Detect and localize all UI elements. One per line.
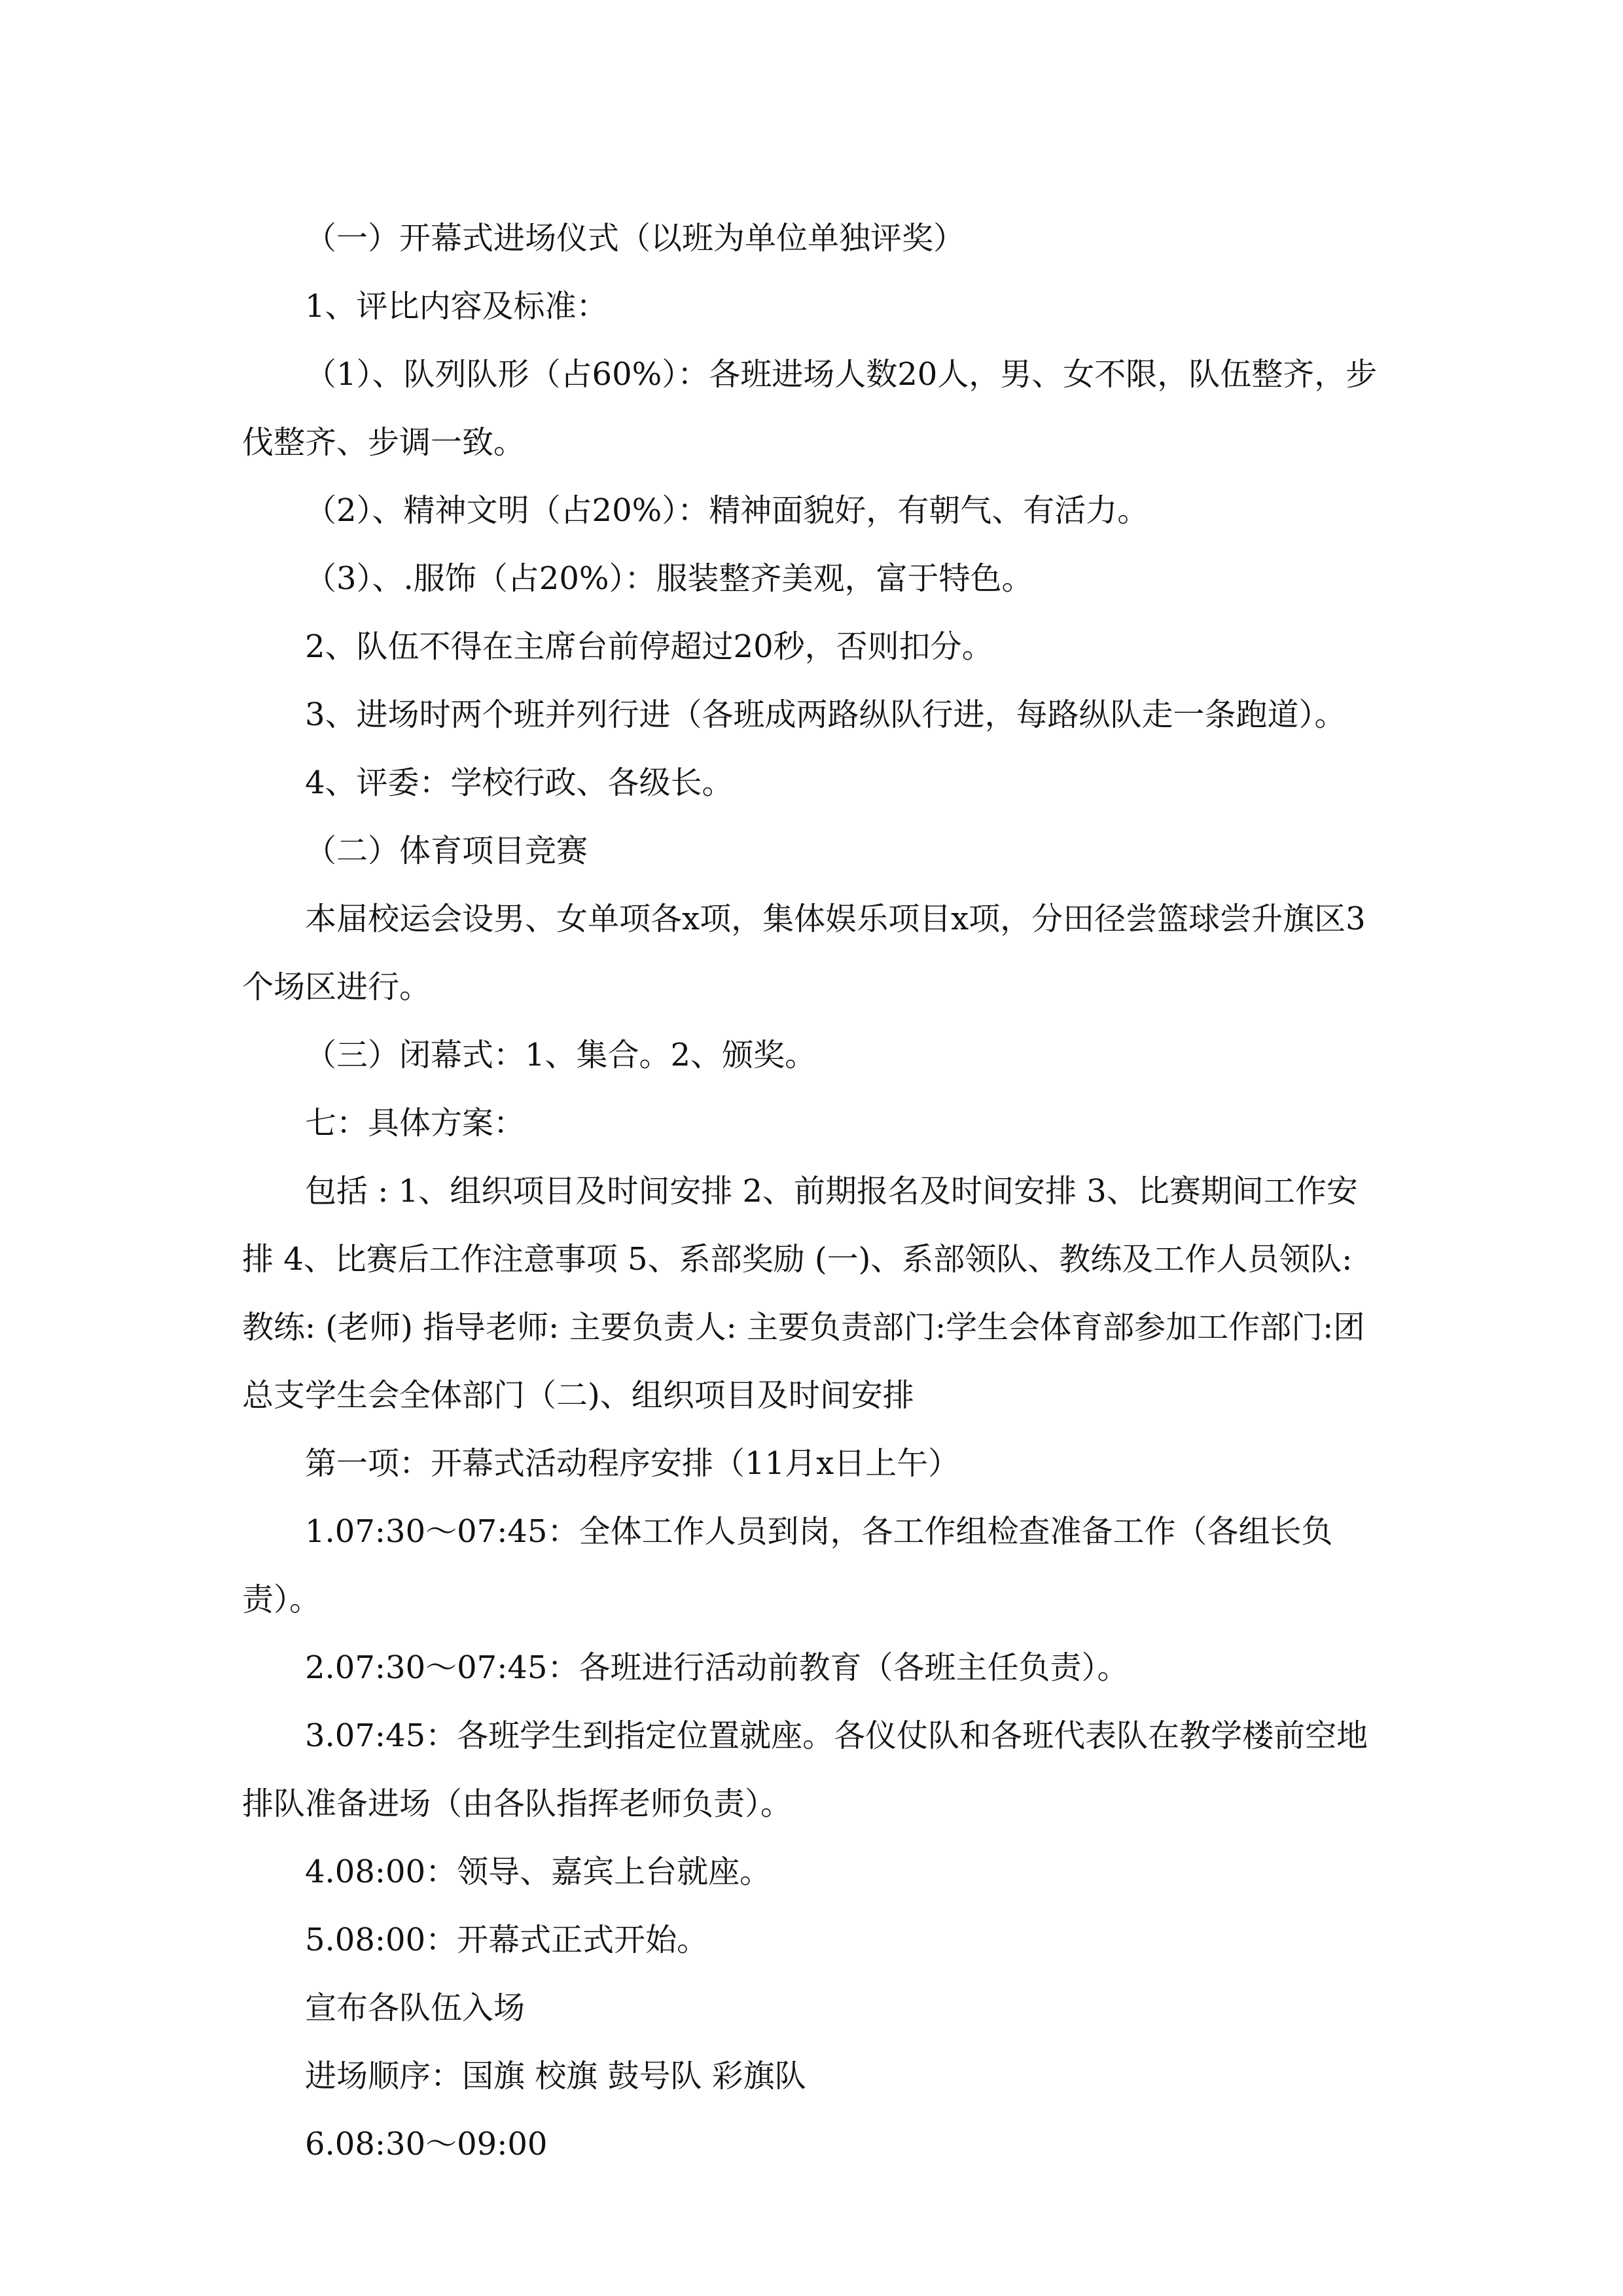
paragraph-sports-events: 本届校运会设男、女单项各x项，集体娱乐项目x项，分田径尝篮球尝升旗区3个场区进行。 <box>242 901 1366 1005</box>
paragraph-opening-ceremony-heading: （一）开幕式进场仪式（以班为单位单独评奖） <box>305 220 965 257</box>
paragraph-plan-contents: 包括 : 1、组织项目及时间安排 2、前期报名及时间安排 3、比赛期间工作安排 4、比赛后工作注意事项 5、系部奖励 (一)、系部领队、教练及工作人员领队: 教练: (老师) 指导老师: 主要负责人: 主要负责部门:学生会体育部参加工作部门:团总支学生会全体部门（二)、组织项目及时间安排 <box>242 1173 1365 1414</box>
paragraph-formation: （1）、队列队形（占60%）：各班进场人数20人，男、女不限，队伍整齐，步伐整齐、步调一致。 <box>242 356 1378 461</box>
paragraph-first-item-heading: 第一项：开幕式活动程序安排（11月x日上午） <box>305 1445 960 1482</box>
paragraph-entry-order: 进场顺序：国旗 校旗 鼓号队 彩旗队 <box>305 2058 806 2094</box>
paragraph-schedule-5: 5.08:00：开幕式正式开始。 <box>305 1922 709 1958</box>
paragraph-schedule-2: 2.07:30～07:45：各班进行活动前教育（各班主任负责）。 <box>305 1649 1129 1686</box>
paragraph-spirit: （2）、精神文明（占20%）：精神面貌好，有朝气、有活力。 <box>305 492 1149 529</box>
paragraph-sports-heading: （二）体育项目竞赛 <box>305 833 588 869</box>
paragraph-evaluation-criteria: 1、评比内容及标准： <box>305 288 608 325</box>
paragraph-schedule-3: 3.07:45：各班学生到指定位置就座。各仪仗队和各班代表队在教学楼前空地排队准备进场（由各队指挥老师负责）。 <box>242 1717 1368 1822</box>
paragraph-stop-rule: 2、队伍不得在主席台前停超过20秒，否则扣分。 <box>305 628 993 665</box>
paragraph-announce-entry: 宣布各队伍入场 <box>305 1990 526 2026</box>
paragraph-closing-ceremony: （三）闭幕式：1、集合。2、颁奖。 <box>305 1037 817 1073</box>
paragraph-schedule-1: 1.07:30～07:45：全体工作人员到岗，各工作组检查准备工作（各组长负责）。 <box>242 1513 1333 1618</box>
paragraph-schedule-6: 6.08:30～09:00 <box>305 2126 548 2162</box>
paragraph-entry-formation: 3、进场时两个班并列行进（各班成两路纵队行进，每路纵队走一条跑道）。 <box>305 696 1346 733</box>
paragraph-plan-heading: 七：具体方案： <box>305 1105 526 1141</box>
paragraph-costume: （3）、.服饰（占20%）：服装整齐美观，富于特色。 <box>305 560 1033 597</box>
paragraph-judges: 4、评委：学校行政、各级长。 <box>305 764 734 801</box>
paragraph-schedule-4: 4.08:00：领导、嘉宾上台就座。 <box>305 1854 772 1890</box>
document-body <box>242 204 1387 2178</box>
